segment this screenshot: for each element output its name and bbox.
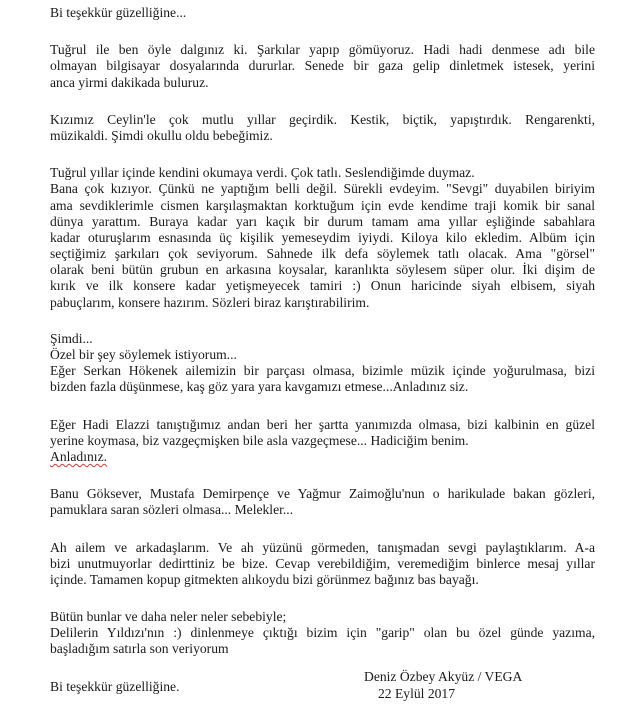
- paragraph-4: [50, 331, 595, 396]
- text-line: Ah ailem ve arkadaşlarım. Ve ah yüzünü görmeden, tanışmadan sevgi paylaştıklarım. A-a: [50, 539, 595, 555]
- text-line: olarak beni bütün grubun en arkasına koysalar, karanlıkta söylesem süper olur. İki dişim de: [50, 262, 595, 278]
- text-line: olmayan bilgisayar dosyalarında dururlar. Senede bir gaza gelip dinletmek istesek, yerini: [50, 58, 595, 74]
- paragraph-gap: [50, 144, 595, 165]
- paragraph-gap: [50, 588, 595, 609]
- text-line: içinde. Tamamen kopup gitmekten alıkoydu bizi görünmez bağınız bas bayağı.: [50, 571, 479, 587]
- text-line: müzikaldi. Şimdi okullu oldu bebeğimiz.: [50, 127, 273, 143]
- text-line: Tuğrul ile ben öyle dalgınız ki. Şarkılar yapıp gömüyoruz. Hadi hadi denmese adı bile: [50, 42, 595, 58]
- paragraph-gap: [50, 396, 595, 417]
- paragraph-8: [50, 609, 595, 658]
- paragraph-3: [50, 165, 595, 311]
- paragraph-gap: [50, 311, 595, 331]
- text-line: Banu Göksever, Mustafa Demirpençe ve Yağmur Zaimoğlu'nun o harikulade bakan gözleri,: [50, 486, 595, 502]
- text-line: başladığım satırla son veriyorum: [50, 641, 229, 657]
- paragraph-gap: [50, 91, 595, 112]
- text-line: Tuğrul yıllar içinde kendini okumaya verdi. Çok tatlı. Seslendiğimde duymaz.: [50, 165, 475, 181]
- text-line: pamuklara saran sözleri olmasa... Melekler...: [50, 502, 294, 518]
- text-line: Delilerin Yıldızı'nın :) dinlenmeye çıktığı bizim için "garip" olan bu özel günde yazıma,: [50, 625, 595, 641]
- signature-name: Deniz Özbey Akyüz / VEGA: [364, 669, 523, 684]
- paragraph-2: [50, 112, 595, 144]
- text-line: Bütün bunlar ve daha neler neler sebebiyle;: [50, 609, 287, 625]
- text-line: Bana çok kızıyor. Çünkü ne yaptığım belli değil. Sürekli evdeyim. "Sevgi" duyabilen biriyim: [50, 181, 595, 197]
- letter-closing: Bi teşekkür güzelliğine.: [50, 678, 180, 694]
- text-line: Eğer Serkan Hökenek ailemizin bir parçası olmasa, bizimle müzik içinde yoğurulmasa, bizi: [50, 363, 595, 379]
- paragraph-gap: [50, 465, 595, 486]
- text-line: seçtiğimiz şarkıları çok seviyorum. Sahnede ilk defa söylemek tatlı olacak. Ama "görsel": [50, 246, 595, 262]
- text-line: Kızımız Ceylin'le çok mutlu yıllar geçirdik. Kestik, biçtik, yapıştırdık. Rengarenkti,: [50, 111, 595, 127]
- text-line: kırık ve ilk konsere kadar yetişmeyecek tamiri :) Onun haricinde siyah elbisem, siyah: [50, 278, 595, 294]
- text-line: anca yirmi dakikada buluruz.: [50, 74, 209, 90]
- letter-opening: Bi teşekkür güzelliğine...: [50, 5, 187, 20]
- paragraph-6: [50, 486, 595, 518]
- text-line: Eğer Hadi Elazzi tanıştığımız andan beri her şartta yanımızda olmasa, bizi kalbinin en güzel: [50, 416, 595, 432]
- signature-date: 22 Eylül 2017: [378, 686, 456, 701]
- spellcheck-underlined-text: Anladınız.: [50, 448, 108, 464]
- paragraph-1: [50, 42, 595, 91]
- text-line: kadar oturuşlarım esnasında üç kişilik yemeseydim iyiydi. Kiloya kilo ekledim. Albüm için: [50, 229, 595, 245]
- paragraph-7: [50, 540, 595, 589]
- text-line: bizden fazla düşünmese, kaş göz yara yara kavgamızı etmese...Anladınız siz.: [50, 379, 469, 395]
- text-line: ama sevdiklerimle cismen karşılaşmaktan korktuğum için evde kendime traji komik bir sanal: [50, 197, 595, 213]
- text-line: bizi unutmuyorlar dedirttiniz be bize. Cevap verebildiğim, veremediğim binlerce mesaj yıllar: [50, 555, 595, 571]
- text-line: Özel bir şey söylemek istiyorum...: [50, 347, 237, 362]
- paragraph-gap: [50, 519, 595, 540]
- text-line: yerine koymasa, biz vazgeçmişken bile asla vazgeçmese... Hadiciğim benim.: [50, 432, 469, 448]
- text-line: dünya yarattım. Buraya kadar yarı kaçık bir durum tamam ama yıllar eşliğinde sabahlara: [50, 213, 595, 229]
- paragraph-5: [50, 417, 595, 466]
- paragraph-gap: [50, 21, 595, 42]
- text-line: Şimdi...: [50, 330, 93, 346]
- text-line: pabuçlarım, konsere hazırım. Sözleri biraz karıştırabilirim.: [50, 294, 370, 310]
